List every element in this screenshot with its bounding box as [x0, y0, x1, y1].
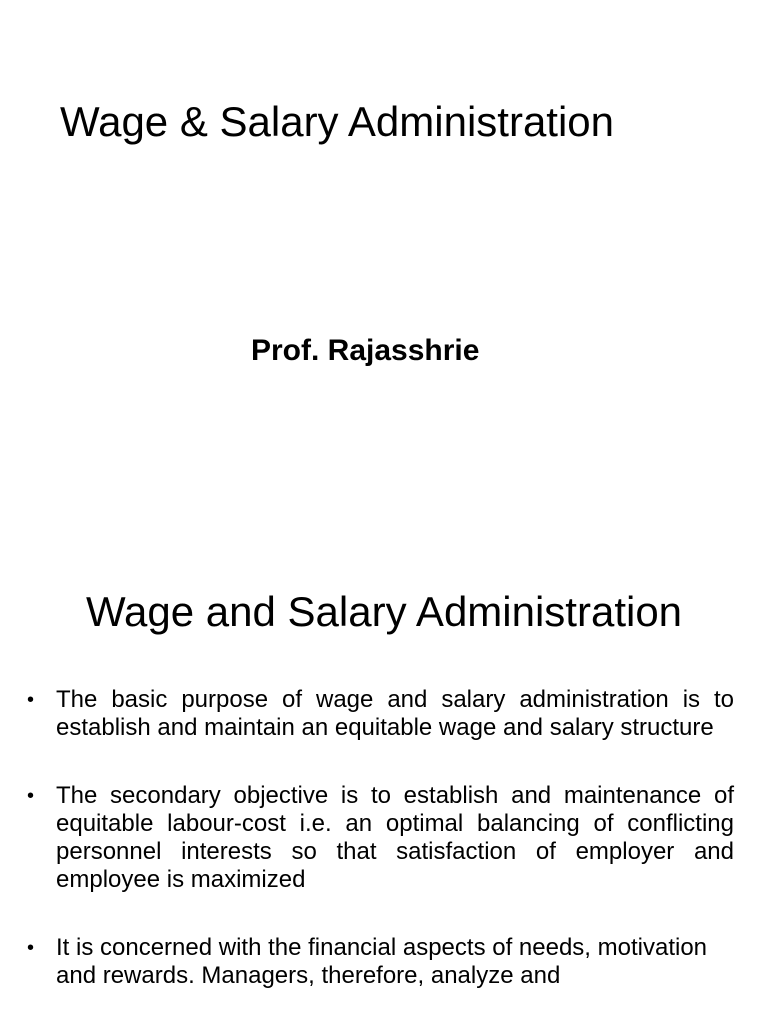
slide-heading: Wage and Salary Administration [85, 588, 683, 635]
bullet-icon: • [27, 689, 35, 711]
slide-title-heading: Wage & Salary Administration [60, 98, 615, 145]
slide-content [0, 576, 768, 1024]
bullet-text: The basic purpose of wage and salary administration is to establish and maintain an equitable wage and salary structure [56, 686, 734, 741]
bullet-list [0, 686, 768, 1024]
bullet-text: It is concerned with the financial aspects of needs, motivation and rewards. Managers, therefore, analyze and [56, 934, 708, 989]
bullet-text: The secondary objective is to establish and maintenance of equitable labour-cost i.e. an optimal balancing of conflicting personnel interests so that satisfaction of employer and employee is maximized [56, 782, 734, 893]
bullet-icon: • [27, 785, 35, 807]
author-name: Prof. Rajasshrie [251, 334, 480, 367]
bullet-item [0, 934, 768, 990]
bullet-icon: • [27, 937, 35, 959]
bullet-item [0, 686, 768, 742]
bullet-item [0, 782, 768, 894]
